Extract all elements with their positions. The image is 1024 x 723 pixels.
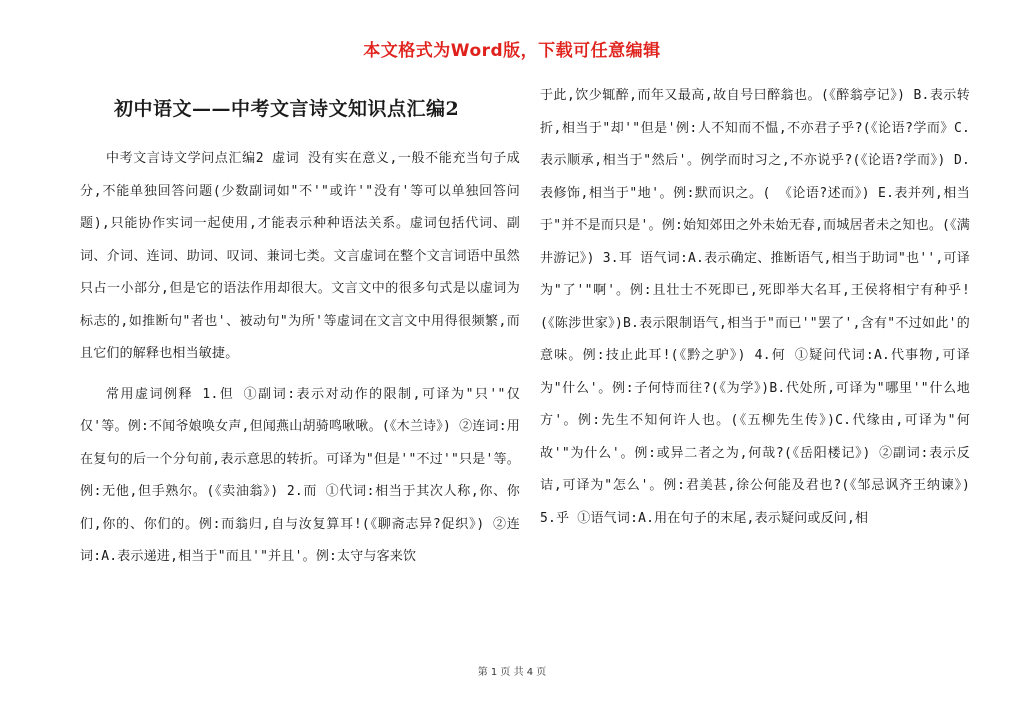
format-banner: 本文格式为Word版，下载可任意编辑 [363,41,661,61]
continued-paragraph: 于此,饮少辄醉,而年又最高,故自号曰醉翁也。(《醉翁亭记》) B.表示转折,相当于"却'"但是'例:人不知而不愠,不亦君子乎?(《论语?学而》C.表示顺承,相当于"然后'。例学而时习之,不亦说乎?(《论语?学而》) D.表修饰,相当于"地'。例:默而识之。( 《论语?述而》) E.表并列,相当于"并不是而只是'。例:始知郊田之外未始无春,而城居者未之知也。(《满井游记》) 3.耳 语气词:A.表示确定、推断语气,相当于助词"也'',可译为"了'"啊'。例:且壮士不死即已,死即举大名耳,王侯将相宁有种乎!(《陈涉世家》)B.表示限制语气,相当于"而已'"罢了',含有"不过如此'的意味。例:技止此耳!(《黔之驴》) 4.何 ①疑问代词:A.代事物,可译为"什么'。例:子何恃而往?(《为学》)B.代处所,可译为"哪里'"什么地方'。例:先生不知何许人也。(《五柳先生传》)C.代缘由,可译为"何故'"为什么'。例:或异二者之为,何哉?(《岳阳楼记》) ②副词:表示反诘,可译为"怎么'。例:君美甚,徐公何能及君也?(《邹忌讽齐王纳谏》) 5.乎 ①语气词:A.用在句子的末尾,表示疑问或反问,相 [540,88,970,526]
examples-paragraph: 常用虚词例释 1.但 ①副词:表示对动作的限制,可译为"只'"仅仅'等。例:不闻爷娘唤女声,但闻燕山胡骑鸣啾啾。(《木兰诗》) ②连词:用在复句的后一个分句前,表示意思的转折。可译为"但是'"不过'"只是'等。例:无他,但手熟尔。(《卖油翁》) 2.而 ①代词:相当于其次人称,你、你们,你的、你们的。例:而翁归,自与汝复算耳!(《聊斋志异?促织》) ②连词:A.表示递进,相当于"而且'"并且'。例:太守与客来饮 [80,386,520,564]
document-title: 初中语文——中考文言诗文知识点汇编2 [114,98,460,120]
left-column [80,80,520,574]
intro-paragraph: 中考文言诗文学问点汇编2 虚词 没有实在意义,一般不能充当句子成分,不能单独回答问题(少数副词如"不'"或许'"没有'等可以单独回答问题),只能协作实词一起使用,才能表示种种语法关系。虚词包括代词、副词、介词、连词、助词、叹词、兼词七类。文言虚词在整个文言词语中虽然只占一小部分,但是它的语法作用却很大。文言文中的很多句式是以虚词为标志的,如推断句"者也'、被动句"为所'等虚词在文言文中用得很频繁,而且它们的解释也相当敏捷。 [80,151,520,361]
page-number: 第 1 页 共 4 页 [477,667,547,678]
right-column [540,80,970,535]
